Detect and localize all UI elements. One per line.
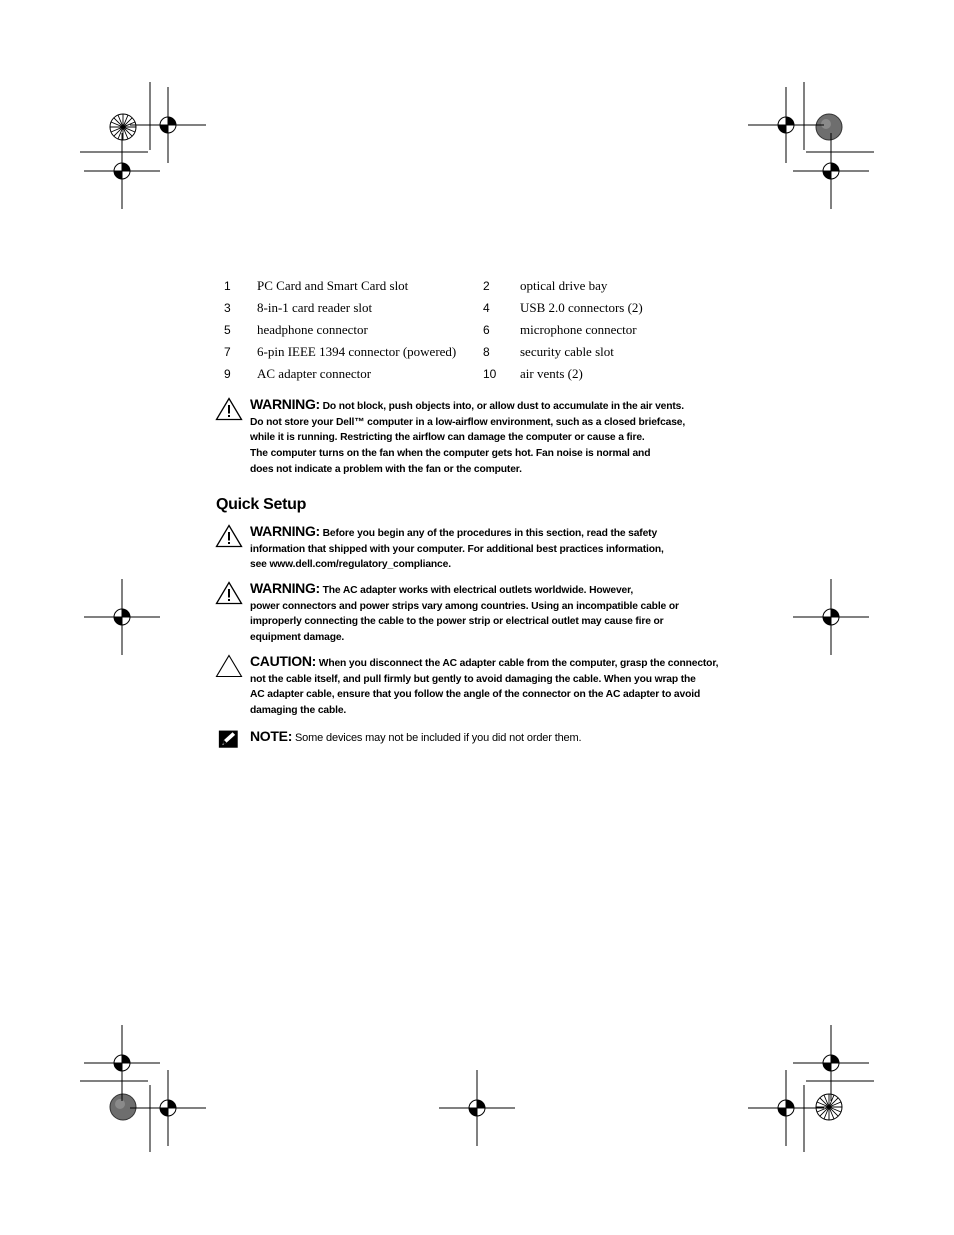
notice-text: while it is running. Restricting the airflow can damage the computer or cause a fire. — [250, 432, 645, 444]
notice-text: When you disconnect the AC adapter cable from the computer, grasp the connector, — [316, 658, 719, 669]
callout-number: 1 — [224, 279, 231, 293]
warning-triangle-icon — [215, 581, 243, 605]
warning-triangle-icon — [215, 397, 243, 421]
notice-text: Do not store your Dell™ computer in a low-airflow environment, such as a closed briefcase, — [250, 416, 686, 428]
warning-triangle-icon — [215, 524, 243, 548]
notice-text: Do not block, push objects into, or allow dust to accumulate in the air vents. — [319, 401, 684, 412]
caution-disconnect — [215, 654, 755, 719]
callout-label: 8-in-1 card reader slot — [257, 300, 373, 315]
notice-text: not the cable itself, and pull firmly but gently to avoid damaging the cable. When you wrap the — [250, 673, 696, 685]
note-devices — [215, 729, 755, 747]
callout-label: air vents (2) — [520, 366, 583, 381]
notice-text: information that shipped with your computer. For additional best practices information, — [250, 543, 664, 555]
callout-label: USB 2.0 connectors (2) — [520, 300, 643, 315]
callout-number: 8 — [483, 345, 490, 359]
table-row — [224, 298, 764, 320]
notice-text: does not indicate a problem with the fan or the computer. — [250, 463, 522, 475]
table-row — [224, 364, 764, 386]
warning-safety-info — [215, 524, 755, 573]
notice-text: power connectors and power strips vary among countries. Using an incompatible cable or — [250, 600, 679, 612]
callout-table — [224, 276, 764, 386]
callout-number: 2 — [483, 279, 490, 293]
section-title: Quick Setup — [216, 496, 307, 513]
callout-number: 3 — [224, 301, 231, 315]
callout-label: 6-pin IEEE 1394 connector (powered) — [257, 344, 457, 359]
callout-number: 6 — [483, 323, 490, 337]
notice-text: Before you begin any of the procedures in this section, read the safety — [319, 528, 658, 539]
warning-label: WARNING: — [250, 396, 320, 412]
note-label: NOTE: — [250, 728, 293, 744]
notice-text: The AC adapter works with electrical outlets worldwide. However, — [319, 585, 634, 596]
table-row — [224, 276, 764, 298]
notice-text: damaging the cable. — [250, 705, 347, 717]
callout-number: 10 — [483, 367, 497, 381]
callout-label: headphone connector — [257, 322, 368, 337]
callout-label: optical drive bay — [520, 278, 608, 293]
note-pencil-icon — [218, 729, 242, 751]
callout-number: 7 — [224, 345, 231, 359]
warning-label: WARNING: — [250, 523, 320, 539]
notice-text: see www.dell.com/regulatory_compliance. — [250, 559, 451, 571]
notice-text: Some devices may not be included if you did not order them. — [292, 732, 582, 744]
callout-label: microphone connector — [520, 322, 637, 337]
callout-label: security cable slot — [520, 344, 614, 359]
warning-ac-adapter — [215, 581, 755, 646]
warning-label: WARNING: — [250, 580, 320, 596]
caution-label: CAUTION: — [250, 653, 317, 669]
caution-triangle-icon — [215, 654, 243, 678]
callout-label: PC Card and Smart Card slot — [257, 278, 409, 293]
callout-label: AC adapter connector — [257, 366, 372, 381]
table-row — [224, 320, 764, 342]
notice-text: improperly connecting the cable to the power strip or electrical outlet may cause fire or — [250, 616, 664, 628]
callout-number: 4 — [483, 301, 490, 315]
callout-number: 5 — [224, 323, 231, 337]
table-row — [224, 342, 764, 364]
notice-text: AC adapter cable, ensure that you follow the angle of the connector on the AC adapter to avoid — [250, 689, 701, 701]
callout-number: 9 — [224, 367, 231, 381]
notice-text: The computer turns on the fan when the computer gets hot. Fan noise is normal and — [250, 448, 651, 460]
warning-airflow — [215, 397, 755, 478]
notice-text: equipment damage. — [250, 632, 345, 644]
